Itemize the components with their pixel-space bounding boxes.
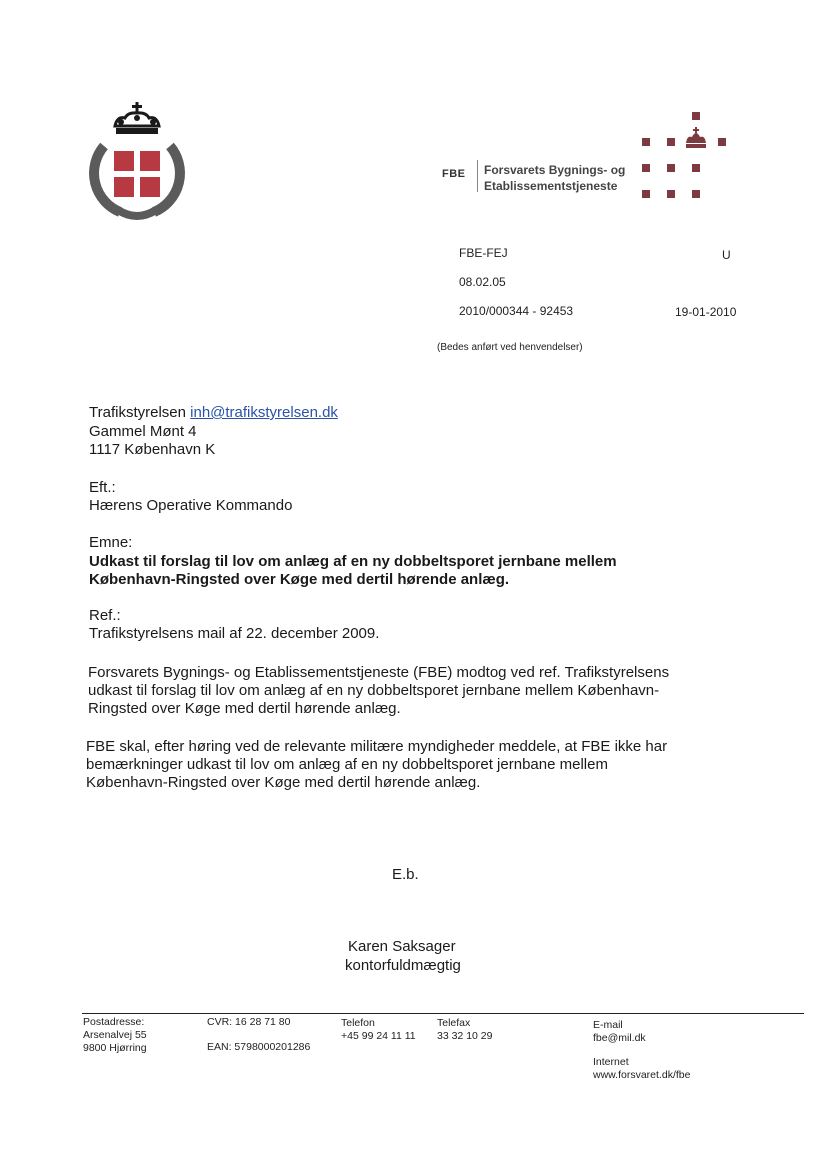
logo-square [667, 190, 675, 198]
reference-value: Trafikstyrelsens mail af 22. december 2009. [89, 625, 380, 642]
ref-code: FBE-FEJ [459, 246, 508, 260]
phone-number: +45 99 24 11 11 [341, 1030, 416, 1042]
crown-cross-emblem-icon [88, 100, 188, 222]
postal-label: Postadresse: [83, 1016, 145, 1028]
eft-label: Eft.: [89, 479, 116, 496]
logo-square [642, 190, 650, 198]
fbe-logo [438, 108, 738, 203]
marker: U [722, 248, 731, 262]
logo-divider [477, 160, 478, 192]
org-name-line2: Etablissementstjeneste [484, 179, 618, 193]
paragraph-2-line: bemærkninger udkast til lov om anlæg af en ny dobbeltsporet jernbane mellem [86, 756, 608, 773]
fbe-abbreviation: FBE [442, 168, 466, 180]
reference-label: Ref.: [89, 607, 121, 624]
letter-date: 19-01-2010 [675, 305, 737, 319]
logo-square [667, 138, 675, 146]
footer-ean: EAN: 5798000201286 [207, 1041, 311, 1053]
signer-title: kontorfuldmægtig [345, 957, 461, 974]
logo-square [718, 138, 726, 146]
footer-fax [437, 1017, 492, 1043]
email-address: fbe@mil.dk [593, 1032, 646, 1044]
org-name-line1: Forsvarets Bygnings- og [484, 163, 626, 177]
internet-label: Internet [593, 1056, 629, 1068]
logo-square [642, 138, 650, 146]
footer-email [593, 1019, 646, 1045]
subject-line2: København-Ringsted over Køge med dertil hørende anlæg. [89, 571, 510, 588]
paragraph-1-line: udkast til forslag til lov om anlæg af en ny dobbeltsporet jernbane mellem København- [88, 682, 660, 699]
signer-name: Karen Saksager [348, 938, 456, 955]
subject-label: Emne: [89, 534, 133, 551]
eft-value: Hærens Operative Kommando [89, 497, 293, 514]
fax-number: 33 32 10 29 [437, 1030, 493, 1042]
subject-line1: Udkast til forslag til lov om anlæg af en ny dobbeltsporet jernbane mellem [89, 553, 617, 570]
footer-postal [83, 1016, 147, 1055]
recipient-city: 1117 København K [89, 441, 216, 458]
reference-note: (Bedes anført ved henvendelser) [437, 342, 583, 353]
postal-city: 9800 Hjørring [83, 1042, 147, 1054]
document-date: 08.02.05 [459, 275, 506, 289]
postal-street: Arsenalvej 55 [83, 1029, 147, 1041]
footer-cvr: CVR: 16 28 71 80 [207, 1016, 291, 1028]
case-number: 2010/000344 - 92453 [459, 304, 574, 318]
logo-square [692, 190, 700, 198]
fax-label: Telefax [437, 1017, 471, 1029]
logo-square [642, 164, 650, 172]
footer-internet [593, 1056, 690, 1082]
crown-icon [684, 127, 708, 149]
recipient-street: Gammel Mønt 4 [89, 423, 197, 440]
paragraph-2-line: FBE skal, efter høring ved de relevante militære myndigheder meddele, at FBE ikke har [86, 738, 668, 755]
paragraph-1-line: Ringsted over Køge med dertil hørende anlæg. [88, 700, 401, 717]
footer-phone [341, 1017, 416, 1043]
paragraph-2-line: København-Ringsted over Køge med dertil hørende anlæg. [86, 774, 481, 791]
recipient-name-line [89, 404, 338, 422]
phone-label: Telefon [341, 1017, 375, 1029]
internet-address: www.forsvaret.dk/fbe [593, 1069, 691, 1081]
recipient-email-link[interactable]: inh@trafikstyrelsen.dk [190, 404, 338, 421]
paragraph-1-line: Forsvarets Bygnings- og Etablissementstjeneste (FBE) modtog ved ref. Trafikstyrelsens [88, 664, 670, 681]
eb-closing: E.b. [392, 866, 419, 883]
logo-square [692, 164, 700, 172]
footer-divider [82, 1013, 804, 1014]
logo-square [692, 112, 700, 120]
logo-square [667, 164, 675, 172]
recipient-name: Trafikstyrelsen [89, 404, 186, 421]
royal-emblem [88, 100, 188, 222]
email-label: E-mail [593, 1019, 623, 1031]
